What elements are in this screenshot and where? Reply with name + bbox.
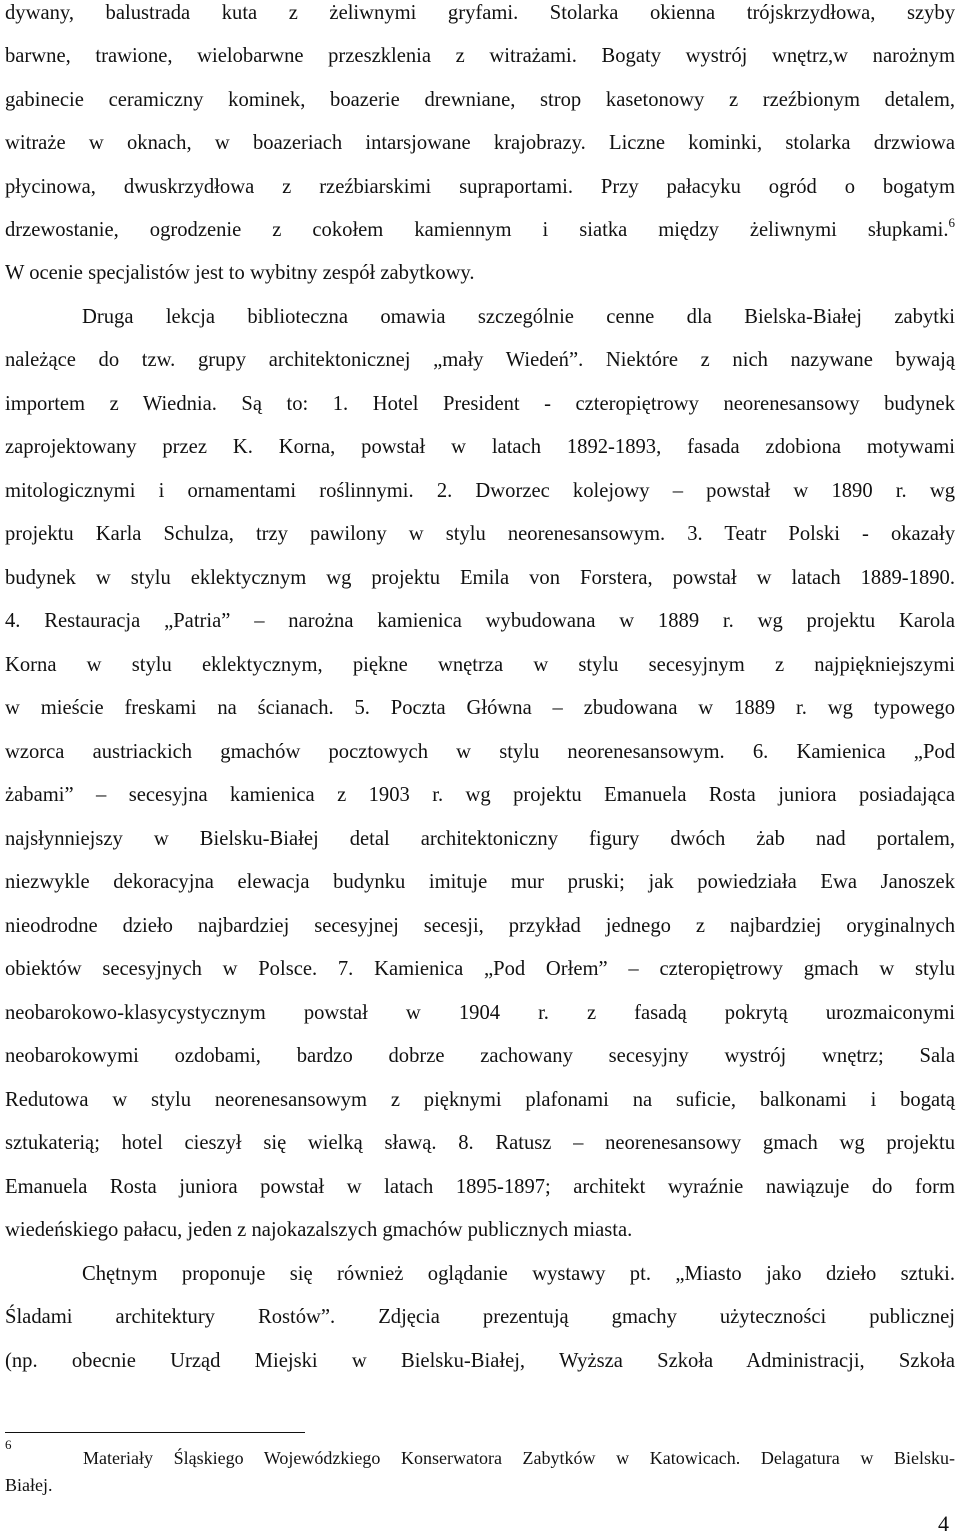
body-line: niezwykle dekoracyjna elewacja budynku imituje mur pruski; jak powiedziała Ewa Janoszek <box>5 871 955 893</box>
body-line: neobarokowo-klasycystycznym powstał w 1904 r. z fasadą pokrytą urozmaiconymi <box>5 1002 955 1024</box>
body-line: budynek w stylu eklektycznym wg projektu Emila von Forstera, powstał w latach 1889-1890. <box>5 567 955 589</box>
body-line: neobarokowymi ozdobami, bardzo dobrze zachowany secesyjny wystrój wnętrz; Sala <box>5 1045 955 1067</box>
paragraph-first-line: Chętnym proponuje się również oglądanie wystawy pt. „Miasto jako dzieło sztuki. <box>82 1263 955 1285</box>
body-line: należące do tzw. grupy architektonicznej „mały Wiedeń”. Niektóre z nich nazywane bywają <box>5 349 955 371</box>
footnote-text-continuation: Białej. <box>5 1475 53 1495</box>
body-line: (np. obecnie Urząd Miejski w Bielsku-Białej, Wyższa Szkoła Administracji, Szkoła <box>5 1350 955 1372</box>
body-line: sztukaterią; hotel cieszył się wielką sławą. 8. Ratusz – neorenesansowy gmach wg projektu <box>5 1132 955 1154</box>
footnote-text: Materiały Śląskiego Wojewódzkiego Konserwatora Zabytków w Katowicach. Delagatura w Bielsku- <box>83 1448 955 1468</box>
body-line: obiektów secesyjnych w Polsce. 7. Kamienica „Pod Orłem” – czteropiętrowy gmach w stylu <box>5 958 955 980</box>
body-line: najsłynniejszy w Bielsku-Białej detal architektoniczny figury dwóch żab nad portalem, <box>5 828 955 850</box>
body-line: gabinecie ceramiczny kominek, boazerie drewniane, strop kasetonowy z rzeźbionym detalem, <box>5 89 955 111</box>
body-line: Śladami architektury Rostów”. Zdjęcia prezentują gmachy użyteczności publicznej <box>5 1306 955 1328</box>
body-line: płycinowa, dwuskrzydłowa z rzeźbiarskimi supraportami. Przy pałacyku ogród o bogatym <box>5 176 955 198</box>
body-line: wiedeńskiego pałacu, jeden z najokazalszych gmachów publicznych miasta. <box>5 1219 633 1241</box>
footnote-reference: 6 <box>948 215 955 230</box>
body-line: witraże w oknach, w boazeriach intarsjowane krajobrazy. Liczne kominki, stolarka drzwiowa <box>5 132 955 154</box>
body-line: zaprojektowany przez K. Korna, powstał w latach 1892-1893, fasada zdobiona motywami <box>5 436 955 458</box>
footnote-separator <box>5 1432 305 1433</box>
body-line: Korna w stylu eklektycznym, piękne wnętrza w stylu secesyjnym z najpiękniejszymi <box>5 654 955 676</box>
footnote-mark: 6 <box>5 1437 12 1452</box>
body-line-text: drzewostanie, ogrodzenie z cokołem kamiennym i siatka między żeliwnymi słupkami. <box>5 219 949 241</box>
body-line: W ocenie specjalistów jest to wybitny zespół zabytkowy. <box>5 262 475 284</box>
paragraph-first-line: Druga lekcja biblioteczna omawia szczególnie cenne dla Bielska-Białej zabytki <box>82 306 955 328</box>
body-line: żabami” – secesyjna kamienica z 1903 r. wg projektu Emanuela Rosta juniora posiadająca <box>5 784 955 806</box>
body-line: nieodrodne dzieło najbardziej secesyjnej secesji, przykład jednego z najbardziej oryginalnych <box>5 915 955 937</box>
body-line: barwne, trawione, wielobarwne przeszklenia z witrażami. Bogaty wystrój wnętrz,w narożnym <box>5 45 955 67</box>
body-line: 4. Restauracja „Patria” – narożna kamienica wybudowana w 1889 r. wg projektu Karola <box>5 610 955 632</box>
body-line: Emanuela Rosta juniora powstał w latach 1895-1897; architekt wyraźnie nawiązuje do form <box>5 1176 955 1198</box>
body-line: w mieście freskami na ścianach. 5. Poczta Główna – zbudowana w 1889 r. wg typowego <box>5 697 955 719</box>
body-line: mitologicznymi i ornamentami roślinnymi. 2. Dworzec kolejowy – powstał w 1890 r. wg <box>5 480 955 502</box>
body-line: dywany, balustrada kuta z żeliwnymi gryfami. Stolarka okienna trójskrzydłowa, szyby <box>5 2 955 24</box>
body-line: wzorca austriackich gmachów pocztowych w stylu neorenesansowym. 6. Kamienica „Pod <box>5 741 955 763</box>
body-line: projektu Karla Schulza, trzy pawilony w stylu neorenesansowym. 3. Teatr Polski - okazały <box>5 523 955 545</box>
body-line: importem z Wiednia. Są to: 1. Hotel President - czteropiętrowy neorenesansowy budynek <box>5 393 955 415</box>
body-line <box>5 217 955 243</box>
page-number: 4 <box>938 1511 949 1536</box>
body-line: Redutowa w stylu neorenesansowym z pięknymi plafonami na suficie, balkonami i bogatą <box>5 1089 955 1111</box>
